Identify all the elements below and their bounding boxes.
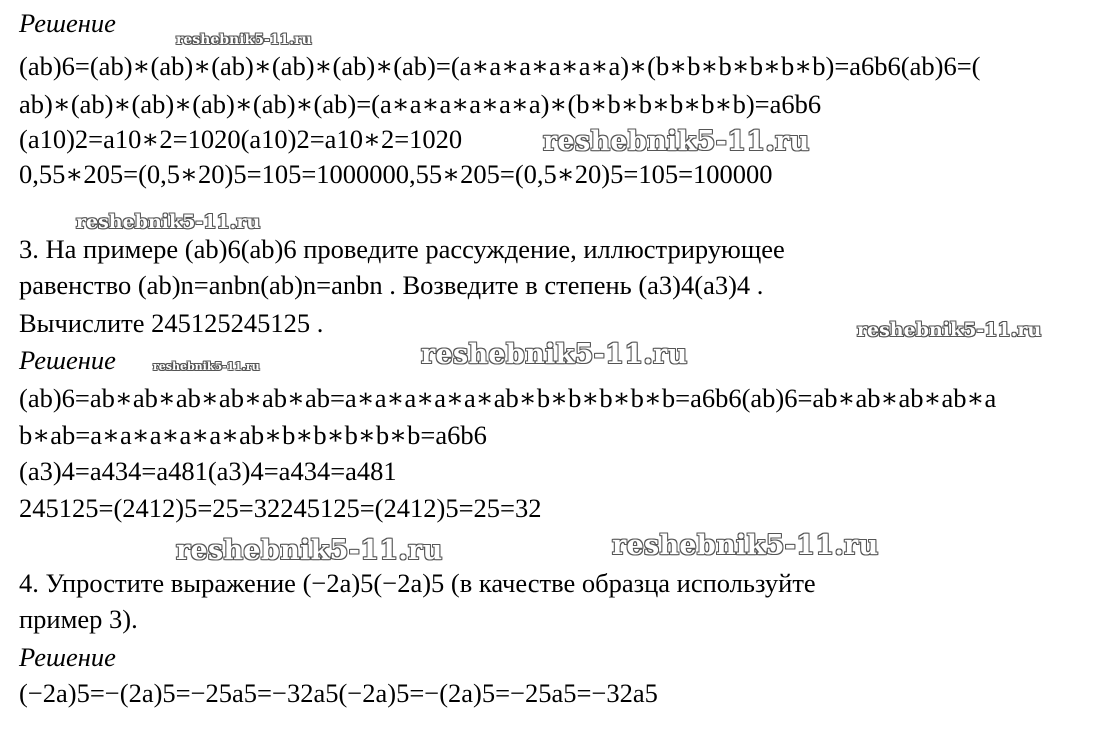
solution-1-line-2: ab)∗(ab)∗(ab)∗(ab)∗(ab)∗(ab)=(a∗a∗a∗a∗a∗a)∗(b∗b∗b∗b∗b∗b)=a6b6	[19, 89, 822, 119]
solution-1-line-4: 0,55∗205=(0,5∗20)5=105=1000000,55∗205=(0,5∗20)5=105=100000	[19, 159, 773, 189]
watermark: reshebnik5-11.ru	[176, 535, 443, 566]
solution-2-line-4: 245125=(2412)5=25=32245125=(2412)5=25=32	[19, 493, 542, 523]
task-3-line-2: равенство (ab)n=anbn(ab)n=anbn . Возведите в степень (a3)4(a3)4 .	[19, 270, 764, 300]
solution-1-line-1: (ab)6=(ab)∗(ab)∗(ab)∗(ab)∗(ab)∗(ab)=(a∗a∗a∗a∗a∗a)∗(b∗b∗b∗b∗b∗b)=a6b6(ab)6=(	[19, 51, 981, 81]
task-3-line-1: 3. На примере (ab)6(ab)6 проведите рассуждение, иллюстрирующее	[19, 234, 785, 264]
solution-3-line-1: (−2a)5=−(2a)5=−25a5=−32a5(−2a)5=−(2a)5=−25a5=−32a5	[19, 678, 658, 708]
watermark: reshebnik5-11.ru	[76, 211, 261, 233]
solution-2-line-2: b∗ab=a∗a∗a∗a∗a∗ab∗b∗b∗b∗b∗b=a6b6	[19, 420, 487, 450]
task-4-line-1: 4. Упростите выражение (−2a)5(−2a)5 (в качестве образца используйте	[19, 568, 816, 598]
solution-heading-1: Решение	[19, 8, 116, 38]
solution-2-line-1: (ab)6=ab∗ab∗ab∗ab∗ab∗ab=a∗a∗a∗a∗a∗ab∗b∗b∗b∗b∗b=a6b6(ab)6=ab∗ab∗ab∗ab∗a	[19, 383, 997, 413]
watermark: reshebnik5-11.ru	[543, 126, 810, 157]
watermark: reshebnik5-11.ru	[612, 530, 879, 561]
solution-heading-3: Решение	[19, 642, 116, 672]
task-4-line-2: пример 3).	[19, 604, 138, 634]
watermark: reshebnik5-11.ru	[153, 360, 260, 373]
watermark: reshebnik5-11.ru	[857, 319, 1042, 341]
watermark: reshebnik5-11.ru	[421, 339, 688, 370]
solution-heading-2: Решение	[19, 345, 116, 375]
solution-1-line-3: (a10)2=a10∗2=1020(a10)2=a10∗2=1020	[19, 124, 463, 154]
watermark: reshebnik5-11.ru	[176, 32, 312, 48]
solution-2-line-3: (a3)4=a434=a481(a3)4=a434=a481	[19, 456, 397, 486]
task-3-line-3: Вычислите 245125245125 .	[19, 308, 324, 338]
